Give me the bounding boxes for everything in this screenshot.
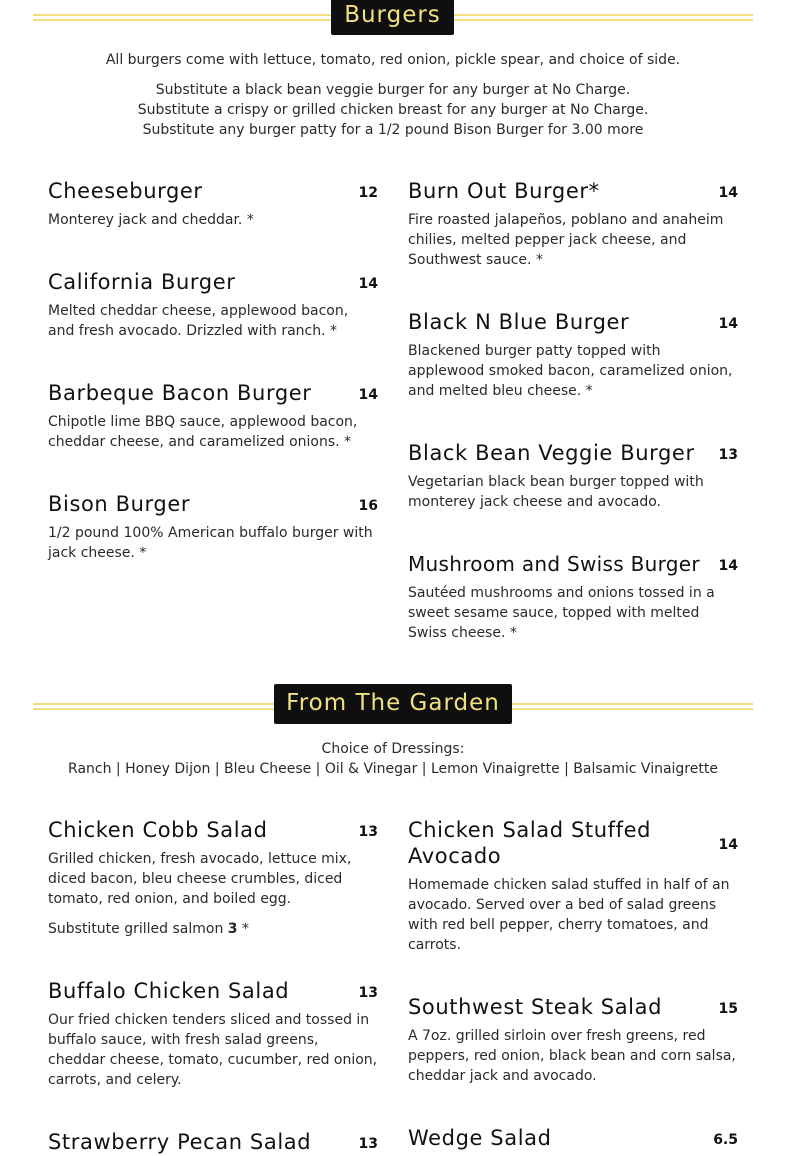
dressings-label: Choice of Dressings: [321, 741, 465, 757]
item-description: Fire roasted jalapeños, poblano and anaheim chilies, melted pepper jack cheese, and Southwest sauce. * [408, 212, 724, 268]
burgers-intro [33, 50, 753, 140]
menu-item-cheeseburger [48, 178, 378, 230]
item-name: Barbeque Bacon Burger [48, 381, 312, 405]
item-price: 14 [358, 387, 378, 403]
menu-item-black-bean-veggie-burger [408, 440, 738, 512]
item-name: Wedge Salad [408, 1126, 552, 1150]
item-description: Melted cheddar cheese, applewood bacon, and fresh avocado. Drizzled with ranch. * [48, 303, 349, 339]
item-name: California Burger [48, 270, 236, 294]
menu-item-mushroom-and-swiss-burger [408, 551, 738, 643]
item-description: A 7oz. grilled sirloin over fresh greens, red peppers, red onion, black bean and corn salsa, cheddar jack and avocado. [408, 1028, 736, 1084]
item-name: Black N Blue Burger [408, 310, 630, 334]
item-price: 12 [358, 185, 378, 201]
item-description: Blackened burger patty topped with applewood smoked bacon, caramelized onion, and melted bleu cheese. * [408, 343, 733, 399]
item-description: Monterey jack and cheddar. * [48, 212, 254, 228]
menu-item-black-n-blue-burger [408, 309, 738, 401]
menu-item-buffalo-chicken-salad [48, 978, 378, 1090]
menu-item-california-burger [48, 269, 378, 341]
menu-item-barbeque-bacon-burger [48, 380, 378, 452]
item-name: Cheeseburger [48, 179, 203, 203]
item-name: Chicken Salad Stuffed Avocado [408, 818, 652, 868]
item-price: 14 [718, 185, 738, 201]
item-description: 1/2 pound 100% American buffalo burger with jack cheese. * [48, 525, 373, 561]
item-description: Sautéed mushrooms and onions tossed in a sweet sesame sauce, topped with melted Swiss cheese. * [408, 585, 715, 641]
item-description: Our fried chicken tenders sliced and tossed in buffalo sauce, with fresh salad greens, cheddar cheese, tomato, cucumber, red onion, carrots, and celery. [48, 1012, 378, 1088]
item-price: 14 [358, 276, 378, 292]
item-name: Bison Burger [48, 492, 191, 516]
menu-item-bison-burger [48, 491, 378, 563]
menu-item-wedge-salad [408, 1125, 738, 1151]
burgers-heading: Burgers [331, 0, 454, 35]
menu-item-chicken-cobb-salad [48, 817, 378, 939]
item-price: 13 [358, 824, 378, 840]
item-price: 14 [718, 837, 738, 853]
menu-item-southwest-steak-salad [408, 994, 738, 1086]
option-text: Substitute grilled salmon [48, 921, 224, 937]
item-name: Black Bean Veggie Burger [408, 441, 695, 465]
item-price: 14 [718, 316, 738, 332]
item-name: Burn Out Burger* [408, 179, 600, 203]
dressings-list: Ranch | Honey Dijon | Bleu Cheese | Oil & Vinegar | Lemon Vinaigrette | Balsamic Vinaigrette [68, 761, 718, 777]
item-name: Chicken Cobb Salad [48, 818, 268, 842]
item-price: 6.5 [713, 1132, 738, 1148]
item-name: Strawberry Pecan Salad [48, 1130, 312, 1154]
item-description: Chipotle lime BBQ sauce, applewood bacon, cheddar cheese, and caramelized onions. * [48, 414, 358, 450]
burgers-intro-line: Substitute a crispy or grilled chicken breast for any burger at No Charge. [137, 102, 649, 118]
burgers-intro-line: Substitute any burger patty for a 1/2 pound Bison Burger for 3.00 more [142, 122, 644, 138]
item-description: Homemade chicken salad stuffed in half of an avocado. Served over a bed of salad greens with red bell pepper, cherry tomatoes, and carrots. [408, 877, 730, 953]
item-price: 14 [718, 558, 738, 574]
dressings-info [33, 739, 753, 779]
option-suffix: * [237, 921, 249, 937]
item-name: Southwest Steak Salad [408, 995, 662, 1019]
burgers-intro-line: Substitute a black bean veggie burger for any burger at No Charge. [155, 82, 631, 98]
item-option [48, 919, 378, 939]
garden-heading: From The Garden [274, 684, 512, 724]
burgers-intro-line: All burgers come with lettuce, tomato, red onion, pickle spear, and choice of side. [105, 52, 681, 68]
item-description: Grilled chicken, fresh avocado, lettuce mix, diced bacon, bleu cheese crumbles, diced tomato, red onion, and boiled egg. [48, 851, 352, 907]
menu-item-strawberry-pecan-salad [48, 1129, 378, 1155]
item-price: 13 [358, 1136, 378, 1152]
menu-item-chicken-salad-stuffed-avocado [408, 817, 738, 955]
item-name: Buffalo Chicken Salad [48, 979, 290, 1003]
item-name: Mushroom and Swiss Burger [408, 552, 700, 576]
item-price: 13 [358, 985, 378, 1001]
item-price: 15 [718, 1001, 738, 1017]
item-description: Vegetarian black bean burger topped with monterey jack cheese and avocado. [408, 474, 704, 510]
menu-item-burn-out-burger [408, 178, 738, 270]
item-price: 13 [718, 447, 738, 463]
option-price: 3 [227, 921, 238, 937]
item-price: 16 [358, 498, 378, 514]
